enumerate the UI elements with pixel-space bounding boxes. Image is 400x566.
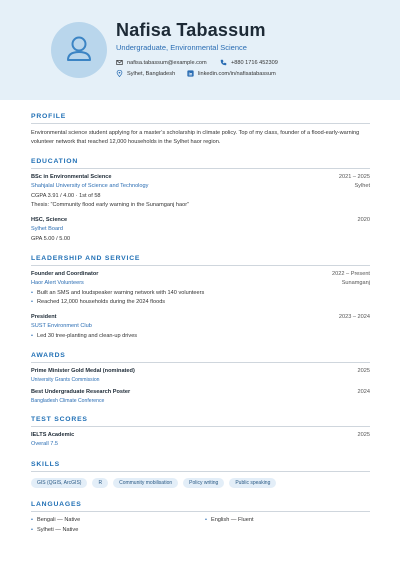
award-item — [31, 389, 370, 407]
awards-section — [31, 352, 370, 407]
language-item: • Bengali — Native — [31, 517, 80, 523]
role: President — [31, 314, 57, 320]
school: Shahjalal University of Science and Technology — [31, 183, 149, 189]
test-year: 2025 — [357, 432, 370, 438]
education-detail: Thesis: “Community flood early warning in the Sunamganj haor” — [31, 202, 189, 208]
phone-contact[interactable] — [220, 59, 278, 66]
section-title: AWARDS — [31, 352, 370, 363]
education-item — [31, 174, 370, 211]
mail-icon — [116, 59, 123, 66]
award-year: 2025 — [357, 368, 370, 374]
location-contact — [116, 70, 175, 77]
svg-text:in: in — [188, 71, 193, 77]
skill-chip: R — [92, 478, 108, 488]
bullet-item: • Led 30 tree-planting and clean-up drives — [31, 333, 137, 339]
skills-section — [31, 461, 370, 488]
role: Founder and Coordinator — [31, 271, 99, 277]
education-item — [31, 217, 370, 245]
section-title: EDUCATION — [31, 158, 370, 169]
dates: 2020 — [357, 217, 370, 223]
degree: BSc in Environmental Science — [31, 174, 112, 180]
award-item — [31, 368, 370, 386]
education-detail: CGPA 3.91 / 4.00 · 1st of 58 — [31, 193, 101, 199]
phone-text: +880 1716 452309 — [231, 59, 278, 66]
award-org: Bangladesh Climate Conference — [31, 398, 105, 404]
leadership-item — [31, 271, 370, 308]
dates: 2023 – 2024 — [338, 314, 370, 320]
school: Sylhet Board — [31, 226, 64, 232]
email-text: nafisa.tabassum@example.com — [127, 59, 207, 66]
linkedin-icon — [187, 70, 194, 77]
profile-text: Environmental science student applying for a master’s scholarship in climate policy. Top of my class, founder of a flood-early-warning volunteer network that reached 12,000 households in the Sylhet haor region. — [31, 130, 360, 145]
award-name: Prime Minister Gold Medal (nominated) — [31, 368, 135, 374]
candidate-name: Nafisa Tabassum — [116, 20, 266, 40]
organization: Haor Alert Volunteers — [31, 280, 84, 286]
test-scores-section — [31, 416, 370, 450]
section-title: SKILLS — [31, 461, 370, 472]
linkedin-contact[interactable] — [187, 70, 276, 77]
award-name: Best Undergraduate Research Poster — [31, 389, 131, 395]
skill-chip: Policy writing — [183, 478, 224, 488]
award-org: University Grants Commission — [31, 377, 100, 383]
profile-section — [31, 113, 370, 147]
resume-header — [0, 0, 400, 100]
education-section — [31, 158, 370, 245]
education-detail: GPA 5.00 / 5.00 — [31, 236, 71, 242]
linkedin-text: linkedin.com/in/nafisatabassum — [198, 70, 276, 77]
skill-chip: GIS (QGIS, ArcGIS) — [31, 478, 87, 488]
email-contact[interactable] — [116, 59, 207, 66]
section-title: PROFILE — [31, 113, 370, 124]
test-score: Overall 7.5 — [31, 441, 59, 447]
place: Sylhet — [354, 183, 370, 189]
degree: HSC, Science — [31, 217, 68, 223]
language-item: • Sylheti — Native — [31, 527, 78, 533]
organization: SUST Environment Club — [31, 323, 92, 329]
award-year: 2024 — [357, 389, 370, 395]
leadership-item — [31, 314, 370, 342]
skill-chip: Community mobilisation — [113, 478, 178, 488]
candidate-subtitle: Undergraduate, Environmental Science — [116, 43, 247, 52]
person-icon — [51, 22, 107, 78]
languages-section — [31, 501, 370, 539]
leadership-section — [31, 255, 370, 342]
test-item — [31, 432, 370, 450]
location-pin-icon — [116, 70, 123, 77]
bullet-item: • Built an SMS and loudspeaker warning network with 140 volunteers — [31, 290, 204, 296]
dates: 2021 – 2025 — [338, 174, 370, 180]
bullet-item: • Reached 12,000 households during the 2024 floods — [31, 299, 165, 305]
dates: 2022 – Present — [332, 271, 370, 277]
phone-icon — [220, 59, 227, 66]
location-text: Sylhet, Bangladesh — [127, 70, 176, 77]
test-name: IELTS Academic — [31, 432, 75, 438]
section-title: LANGUAGES — [31, 501, 370, 512]
skill-chip: Public speaking — [229, 478, 276, 488]
section-title: TEST SCORES — [31, 416, 370, 427]
language-item: • English — Fluent — [205, 517, 254, 523]
section-title: LEADERSHIP AND SERVICE — [31, 255, 370, 266]
avatar — [51, 22, 107, 78]
place: Sunamganj — [341, 280, 370, 286]
